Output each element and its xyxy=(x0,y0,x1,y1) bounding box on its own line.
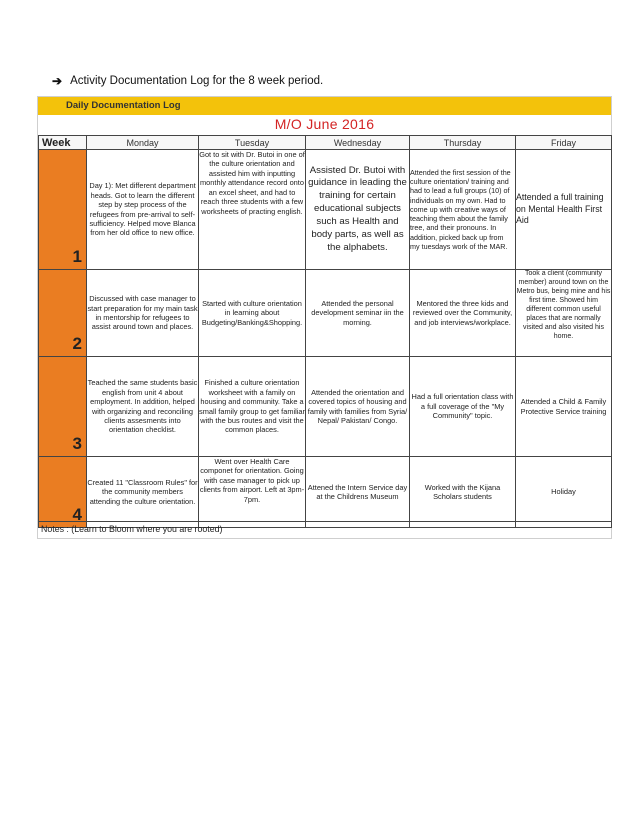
table-cell: Attended a full training on Mental Health First Aid xyxy=(516,150,612,270)
header-thursday: Thursday xyxy=(410,136,516,150)
notes-text: Notes : (Learn to Bloom where you are rooted) xyxy=(41,524,223,534)
table-cell: Mentored the three kids and reviewed over the Community, and job interviews/workplace. xyxy=(410,270,516,357)
table-cell: Attended the first session of the culture orientation/ training and had to lead a full groups (10) of individuals on my own. Had to come up with creative ways of teaching them about the family tree, and their pronouns. In addition, picked back up from my tuesdays work of the MAR. xyxy=(410,150,516,270)
table-cell: Holiday xyxy=(516,457,612,528)
arrow-icon: ➔ xyxy=(52,74,63,88)
table-cell: Attended the personal development seminar iin the morning. xyxy=(306,270,410,357)
month-row xyxy=(38,115,611,135)
table-cell: Teached the same students basic english from unit 4 about employment. In addition, helped with organizing and reconciling clients assesments into orientation checklist. xyxy=(87,357,199,457)
table-cell: Attended a Child & Family Protective Service training xyxy=(516,357,612,457)
week-number-cell xyxy=(39,357,87,457)
table-cell: Attened the Intern Service day at the Childrens Museum xyxy=(306,457,410,528)
table-cell: Attended the orientation and covered topics of housing and family with families from Syria/ Nepal/ Pakistan/ Congo. xyxy=(306,357,410,457)
table-cell: Went over Health Care componet for orientation. Going with case manager to pick up clients from airport. Left at 3pm-7pm. xyxy=(199,457,306,528)
week-number-cell xyxy=(39,457,87,528)
table-row xyxy=(39,150,612,270)
week-number: 2 xyxy=(72,334,82,353)
table-row xyxy=(39,270,612,357)
header-row xyxy=(39,136,612,150)
intro-line xyxy=(52,74,323,88)
week-number: 3 xyxy=(72,434,82,453)
table-cell: Got to sit with Dr. Butoi in one of the culture orientation and assisted him with inputting monthly attendance record onto an excel sheet, and had to reach three students with a few worksheets of practing english. xyxy=(199,150,306,270)
table-cell: Created 11 "Classroom Rules" for the community members attending the culture orientation. xyxy=(87,457,199,528)
header-tuesday: Tuesday xyxy=(199,136,306,150)
notes-row xyxy=(38,521,611,537)
table-cell: Started with culture orientation in learning about Budgeting/Banking&Shopping. xyxy=(199,270,306,357)
table-cell: Day 1): Met different department heads. Got to learn the different step by step process of the refugees from pre-arrival to self-sufficiency. Helped move Blanca from her old office to new office. xyxy=(87,150,199,270)
header-friday: Friday xyxy=(516,136,612,150)
month-title: M/O June 2016 xyxy=(274,116,375,132)
week-number: 1 xyxy=(72,247,82,266)
log-title: Daily Documentation Log xyxy=(66,100,181,111)
table-cell: Discussed with case manager to start preparation for my main task in mentorship for refugees to assist around town and places. xyxy=(87,270,199,357)
table-row xyxy=(39,457,612,528)
header-wednesday: Wednesday xyxy=(306,136,410,150)
header-monday: Monday xyxy=(87,136,199,150)
log-table xyxy=(38,135,612,528)
table-cell: Finished a culture orientation worksheet with a family on housing and community. Take a small family group to get familiar with the bus routes and visit the common places. xyxy=(199,357,306,457)
week-number: 4 xyxy=(72,505,82,524)
week-number-cell xyxy=(39,150,87,270)
log-title-bar xyxy=(38,97,611,115)
table-row xyxy=(39,357,612,457)
table-cell: Assisted Dr. Butoi with guidance in leading the training for certain educational subjects such as Health and body parts, as well as the alphabets. xyxy=(306,150,410,270)
documentation-log-sheet xyxy=(37,96,612,539)
week-number-cell xyxy=(39,270,87,357)
table-cell: Took a client (community member) around town on the Metro bus, being mine and his first time. Showed him different common useful places that are normally visited and also visited his home. xyxy=(516,270,612,357)
table-cell: Worked with the Kijana Scholars students xyxy=(410,457,516,528)
header-week: Week xyxy=(39,136,87,150)
intro-text: Activity Documentation Log for the 8 week period. xyxy=(70,75,324,87)
table-cell: Had a full orientation class with a full coverage of the "My Community" topic. xyxy=(410,357,516,457)
